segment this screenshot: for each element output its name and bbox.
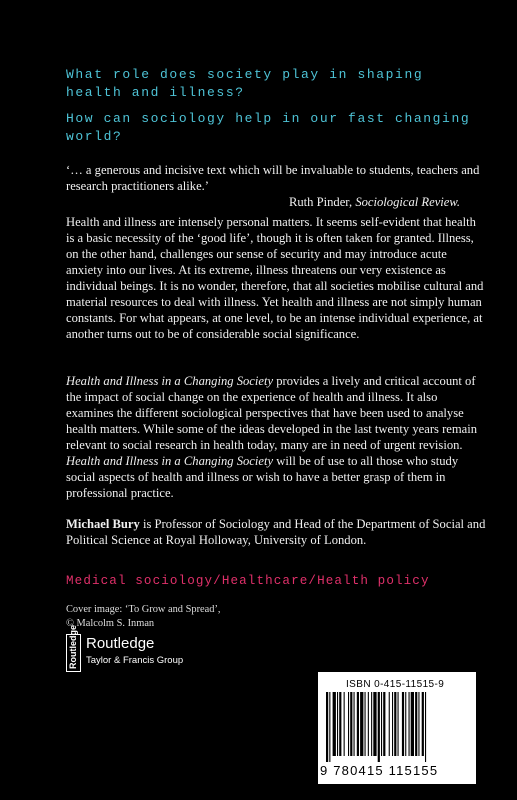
barcode-bar	[326, 692, 328, 762]
blurb-paragraph-1-text: Health and illness are intensely personal matters. It seems self-evident that health is a basic necessity of the ‘good life’, though it is often taken for granted. Illness, on the other hand, challenges our sense of security and may introduce acute anxiety into our lives. At its extreme, illness threatens our very existence as individual beings. It is no wonder, therefore, that all societies mobilise cultural and material resources to deal with illness. Yet health and illness are not simply human constants. For what appears, at one level, to be an intense individual experience, at another turns out to be of considerable social significance.	[66, 215, 484, 341]
barcode-bar	[389, 692, 390, 756]
logo-vertical-text: Routledge	[68, 625, 78, 669]
blurb-paragraph-1	[66, 214, 486, 342]
barcode-bar	[383, 692, 385, 756]
subject-categories: Medical sociology/Healthcare/Health policy	[66, 574, 430, 588]
barcode-bar	[368, 692, 369, 756]
author-bio-text: is Professor of Sociology and Head of the Department of Social and Political Science at Royal Holloway, University of London.	[66, 517, 486, 547]
isbn-label: ISBN 0-415-11515-9	[346, 679, 445, 690]
question-sociology-help: How can sociology help in our fast changing world?	[66, 111, 471, 144]
barcode-bar	[339, 692, 341, 756]
blurb-paragraph-2-part-a: provides a lively and critical account of the impact of social change on the experience of health and illness. It also examines the different sociological perspectives that have been used to analyse health matters. While some of the ideas developed in the last twenty years remain relevant to social research in health today, many are in need of urgent revision.	[66, 374, 478, 452]
barcode-bar	[398, 692, 399, 756]
publisher-name: Routledge	[86, 635, 155, 652]
question-society-role: What role does society play in shaping health and illness?	[66, 67, 424, 100]
ean-digits: 9 780415 115155	[320, 763, 439, 778]
barcode-bar	[409, 692, 410, 756]
barcode-bar	[425, 692, 426, 762]
book-title: Health and Illness in a Changing Society	[66, 374, 274, 388]
barcode-bar	[333, 692, 336, 756]
barcode-bar	[373, 692, 376, 756]
barcode-bar	[371, 692, 372, 756]
barcode-panel	[318, 672, 476, 784]
book-title-repeat: Health and Illness in a Changing Society	[66, 454, 274, 468]
barcode-bar	[348, 692, 349, 756]
barcode-bar	[350, 692, 352, 756]
author-name: Michael Bury	[66, 517, 140, 531]
barcode-bar	[329, 692, 330, 762]
author-bio	[66, 516, 486, 548]
cover-credit	[66, 603, 326, 631]
barcode-bar	[392, 692, 393, 756]
cover-credit-line-1: Cover image: ‘To Grow and Spread’,	[66, 604, 221, 615]
blurb-paragraph-2-part-b: will be of use to all those who study social aspects of health and illness or wish to have a better grasp of them in professional practice.	[66, 454, 459, 500]
routledge-logo-icon	[66, 625, 81, 672]
barcode-bar	[381, 692, 382, 756]
barcode-bar	[337, 692, 338, 756]
publisher-logo	[66, 625, 266, 674]
barcode-bar	[402, 692, 404, 756]
barcode-icon	[324, 692, 470, 762]
barcode-bar	[415, 692, 417, 756]
barcode-bar	[411, 692, 414, 756]
barcode-bar	[360, 692, 363, 756]
barcode-bar	[354, 692, 355, 756]
blurb-paragraph-2	[66, 373, 486, 501]
barcode-bar	[357, 692, 359, 756]
barcode-bar	[365, 692, 366, 756]
review-quote-block	[66, 162, 486, 210]
review-publication: Sociological Review.	[355, 195, 460, 209]
review-attribution	[66, 194, 486, 210]
barcode-bar	[344, 692, 345, 756]
barcode-bar	[378, 692, 380, 762]
barcode-bar	[418, 692, 419, 756]
barcode-bar	[405, 692, 406, 756]
publisher-group: Taylor & Francis Group	[86, 655, 184, 666]
reviewer-name: Ruth Pinder,	[288, 195, 353, 209]
cover-credit-line-2: © Malcolm S. Inman	[66, 618, 155, 629]
review-quote: ‘… a generous and incisive text which will be invaluable to students, teachers and research practitioners alike.’	[66, 163, 480, 193]
barcode-bar	[422, 692, 424, 756]
barcode-bar	[394, 692, 396, 756]
